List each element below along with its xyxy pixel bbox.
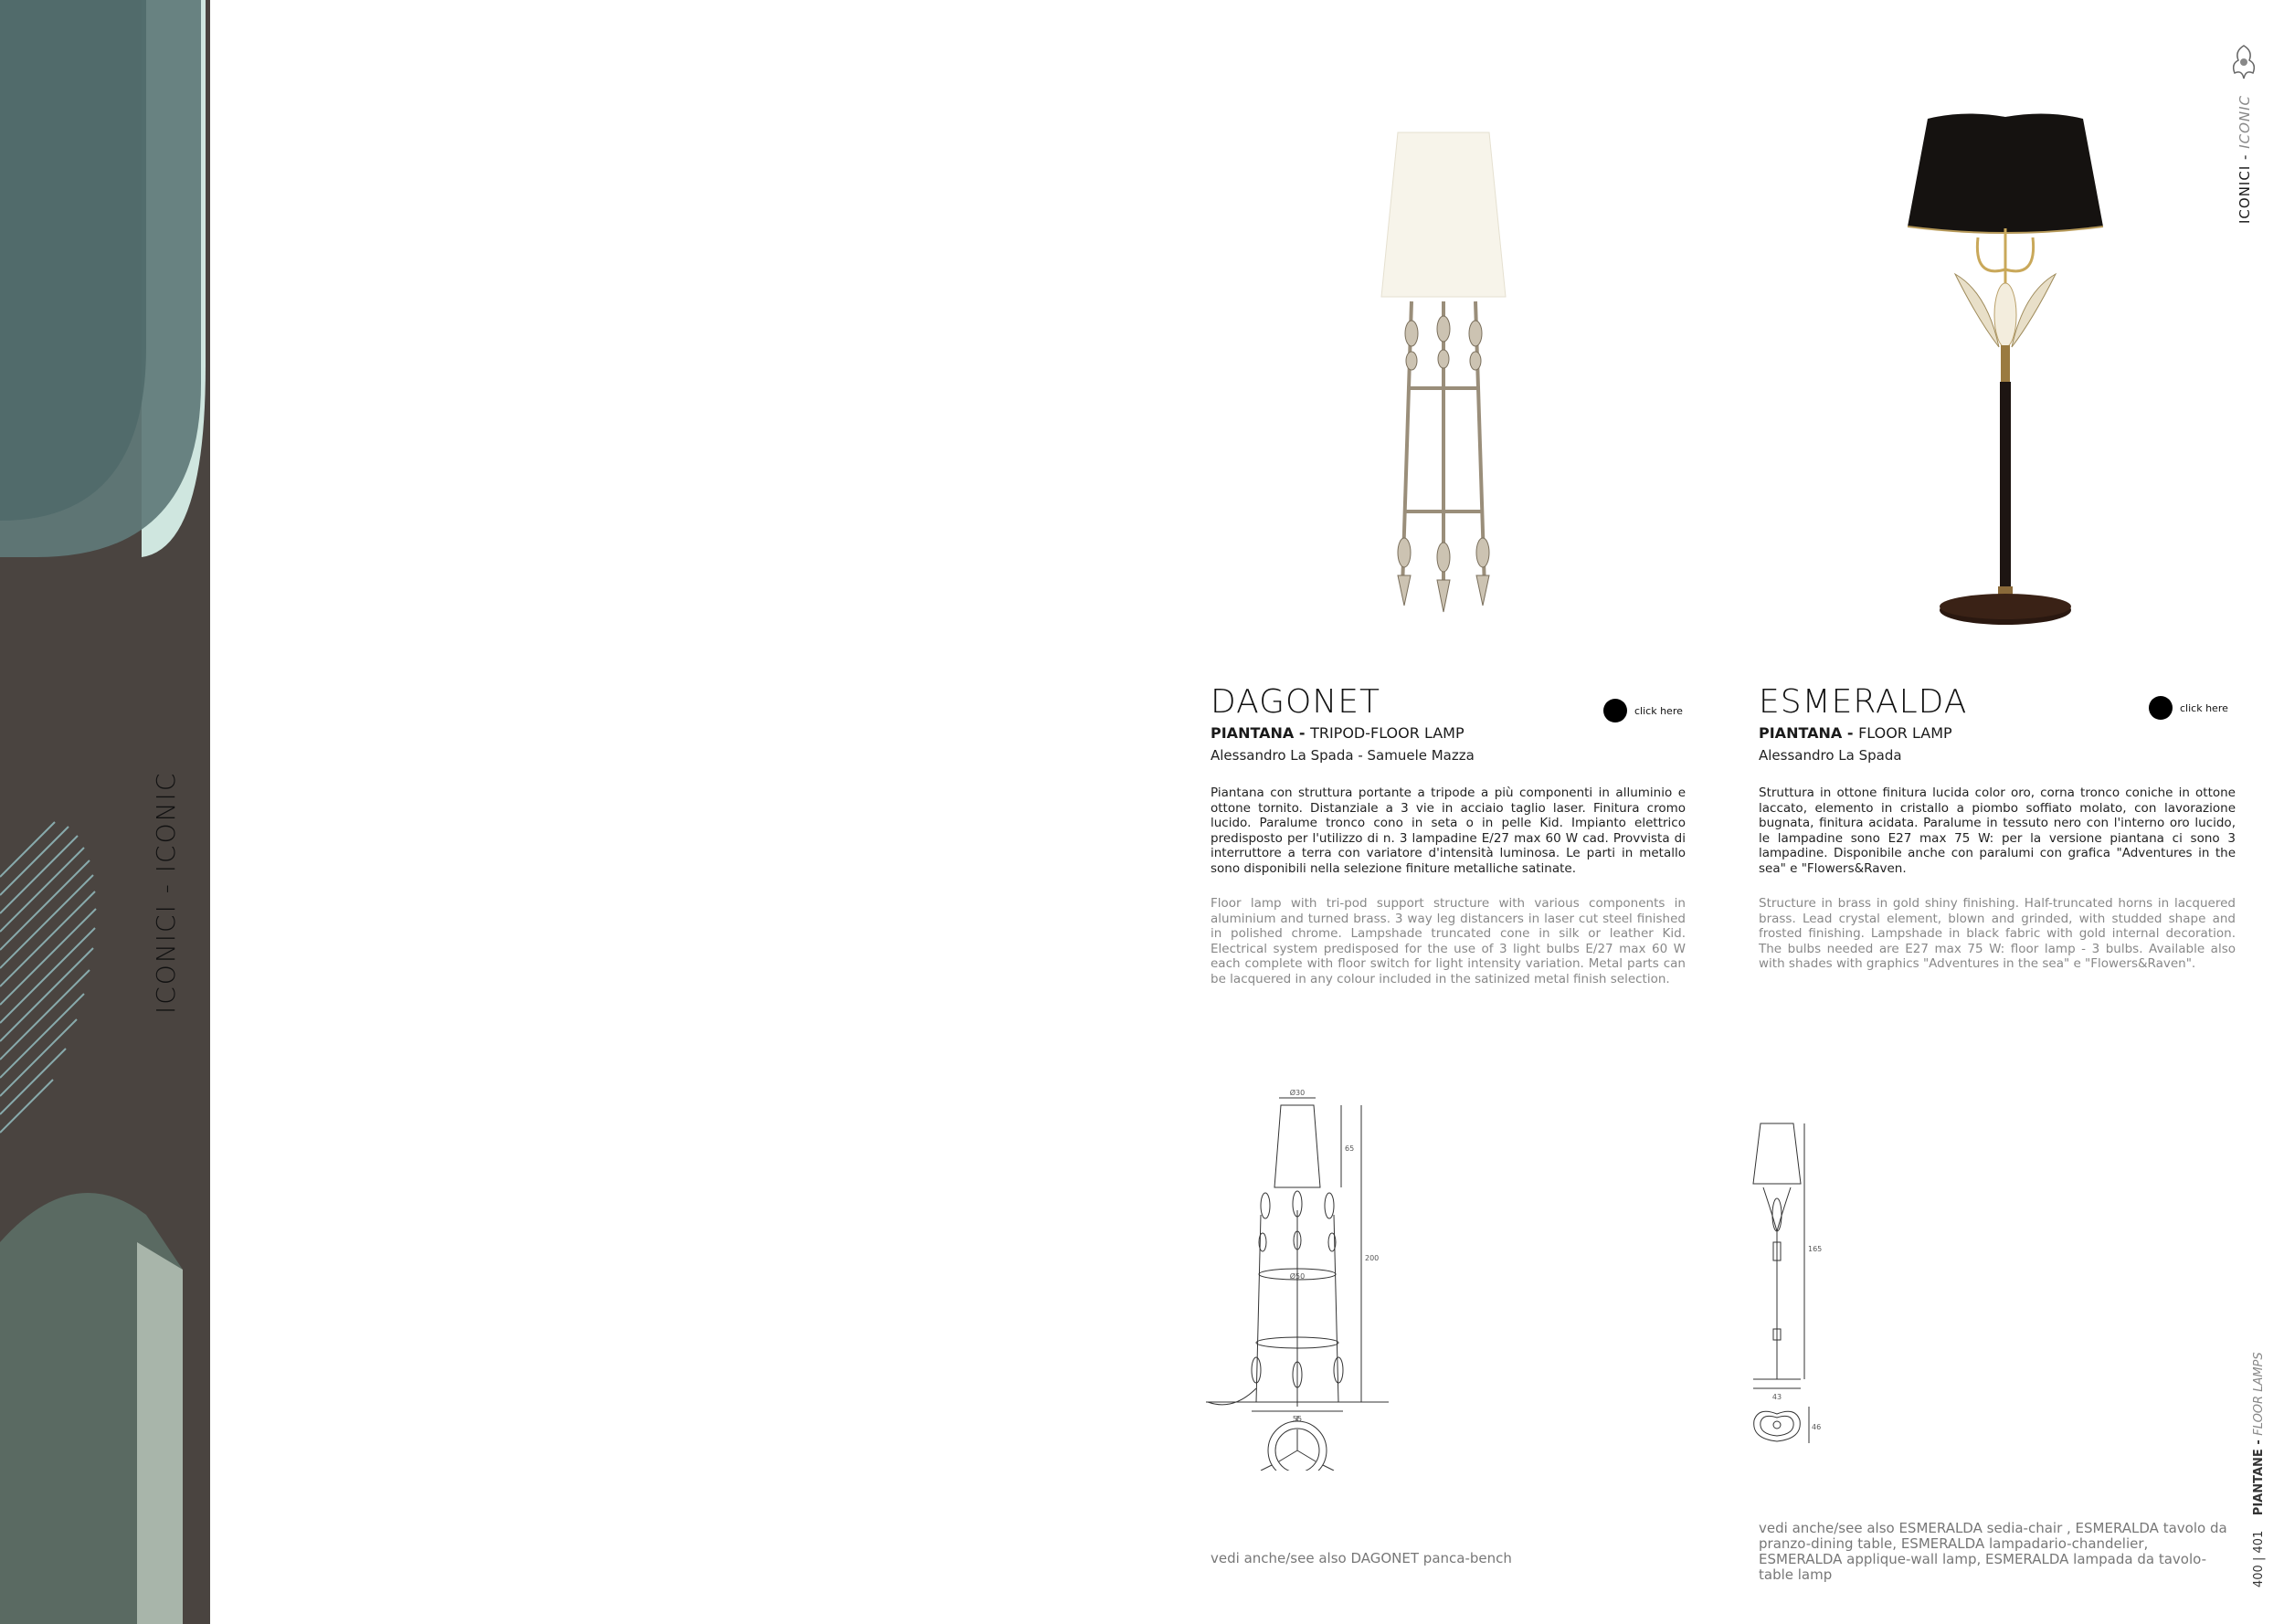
- link-dot-icon: [1603, 699, 1627, 722]
- click-here-label: click here: [2180, 701, 2228, 714]
- description-italian: Struttura in ottone finitura lucida color oro, corna tronco coniche in ottone laccato, elemento in cristallo a piombo soffiato molato, con lavorazione bugnata, finitura acidata. Paralume in tessuto nero con l'interno oro lucido, le lampadine sono E27 max 75 W: per la versione piantana ci sono 3 lampadine. Disponibile anche con paralumi con grafica "Adventures in the sea" e "Flowers&Raven.: [1759, 786, 2236, 876]
- footer-category-en: FLOOR LAMPS: [2252, 1352, 2266, 1436]
- product-type-it: PIANTANA -: [1759, 724, 1859, 742]
- product-esmeralda: [1759, 683, 2236, 972]
- dagonet-technical-drawing: [1206, 1087, 1389, 1471]
- product-title: ESMERALDA: [1759, 683, 1968, 721]
- dagonet-see-also: vedi anche/see also DAGONET panca-bench: [1211, 1550, 1512, 1566]
- page-numbers: 400 | 401: [2252, 1530, 2266, 1587]
- dim-leg-diameter: Ø50: [1289, 1272, 1306, 1281]
- dim-shade-diameter: Ø30: [1289, 1089, 1306, 1097]
- product-type: [1211, 724, 1686, 742]
- section-vertical-title: ICONICI - ICONIC: [151, 771, 181, 1014]
- product-type-en: TRIPOD-FLOOR LAMP: [1310, 724, 1465, 742]
- dagonet-photo: [1370, 123, 1517, 621]
- product-type-en: FLOOR LAMP: [1858, 724, 1952, 742]
- click-here-label: click here: [1634, 704, 1683, 717]
- dim-shade-height: 65: [1345, 1144, 1355, 1153]
- section-label-it: ICONICI -: [2236, 148, 2253, 224]
- dim-base-width: 55: [1292, 1415, 1303, 1423]
- dim-base-width: 43: [1771, 1393, 1782, 1401]
- product-title: DAGONET: [1211, 683, 1380, 721]
- product-type: [1759, 724, 2236, 742]
- esmeralda-technical-drawing: [1750, 1114, 1896, 1457]
- dim-plan-width: 46: [1812, 1423, 1822, 1431]
- esmeralda-click-here-link[interactable]: [2149, 696, 2228, 720]
- link-dot-icon: [2149, 696, 2173, 720]
- product-designer: Alessandro La Spada: [1759, 747, 1902, 764]
- section-side-label: [2236, 95, 2253, 224]
- footer-category-it: PIANTANE -: [2252, 1435, 2266, 1516]
- page-footer: [2252, 1352, 2266, 1587]
- dagonet-click-here-link[interactable]: [1603, 699, 1683, 722]
- dim-total-height: 200: [1365, 1254, 1380, 1262]
- description-english: Floor lamp with tri-pod support structure with various components in aluminium and turned brass. 3 way leg distancers in laser cut steel finished in polished chrome. Lampshade truncated cone in silk or leather Kid. Electrical system predisposed for the use of 3 light bulbs E/27 max 60 W each complete with floor switch for light intensity variation. Metal parts can be lacquered in any colour included in the satinized metal finish selection.: [1211, 896, 1686, 986]
- description-english: Structure in brass in gold shiny finishing. Half-truncated horns in lacquered brass. Lead crystal element, blown and grinded, with studded shape and frosted finishing. Lampshade in black fabric with gold internal decoration. The bulbs needed are E27 max 75 W: floor lamp - 3 bulbs. Available also with shades with graphics "Adventures in the sea" e "Flowers&Raven".: [1759, 896, 2236, 971]
- product-designer: Alessandro La Spada - Samuele Mazza: [1211, 747, 1475, 764]
- description-italian: Piantana con struttura portante a tripode a più componenti in alluminio e ottone tornito. Distanziale a 3 vie in acciaio taglio laser. Finitura cromo lucido. Paralume tronco cono in seta o in pelle Kid. Impianto elettrico predisposto per l'utilizzo di n. 3 lampadine E/27 max 60 W cad. Provvista di interruttore a terra con variatore d'intensità luminosa. Le parti in metallo sono disponibili nella selezione finiture metalliche satinate.: [1211, 786, 1686, 876]
- product-dagonet: [1211, 683, 1686, 986]
- esmeralda-see-also: vedi anche/see also ESMERALDA sedia-chair , ESMERALDA tavolo da pranzo-dining table, ESMERALDA lampadario-chandelier, ESMERALDA applique-wall lamp, ESMERALDA lampada da tavolo-table lamp: [1759, 1520, 2227, 1583]
- dim-total-height: 165: [1808, 1245, 1823, 1253]
- product-type-it: PIANTANA -: [1211, 724, 1311, 742]
- esmeralda-photo: [1900, 110, 2110, 639]
- section-label-en: ICONIC: [2236, 94, 2253, 149]
- brand-logo-icon: [2226, 42, 2262, 88]
